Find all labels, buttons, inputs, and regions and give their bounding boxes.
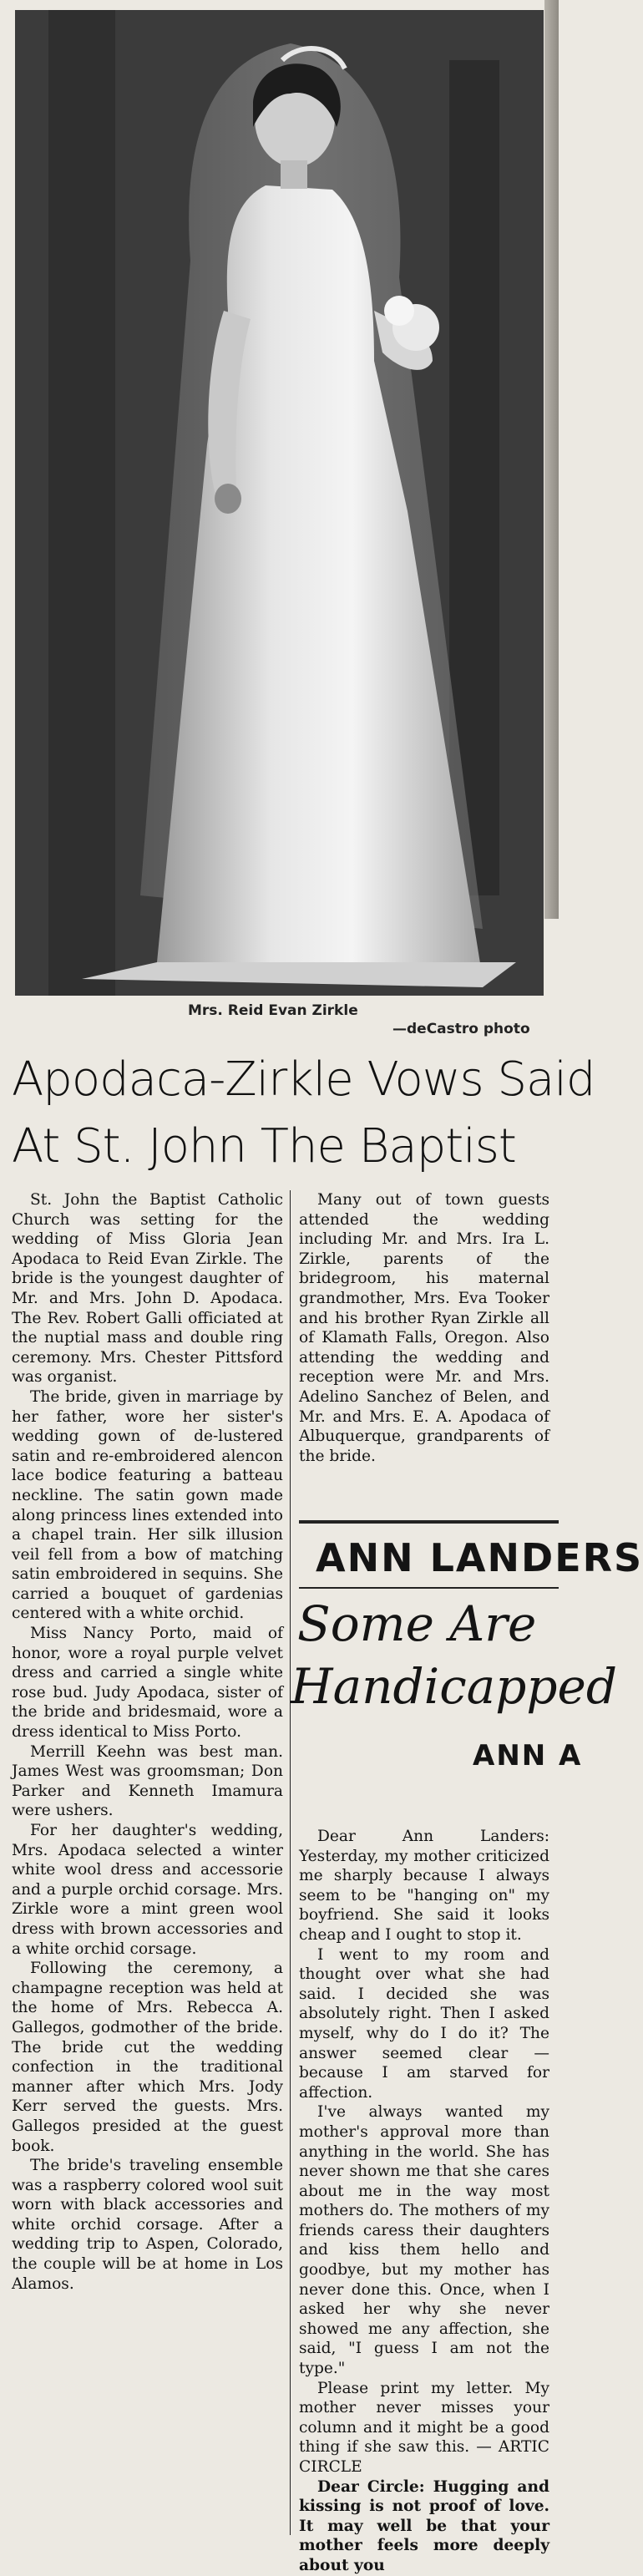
column-heading-rule <box>299 1587 559 1589</box>
ann-landers-heading: ANN LANDERS <box>316 1535 643 1580</box>
article-column-2 <box>299 1190 549 1466</box>
headline-line-2: At St. John The Baptist <box>12 1119 516 1174</box>
article-column-1 <box>12 1190 283 2294</box>
bride-photo <box>15 10 544 996</box>
advice-subhead-line-2: Handicapped <box>291 1658 617 1715</box>
advice-byline: ANN A <box>473 1739 583 1772</box>
advice-paragraph: Dear Ann Landers: Yesterday, my mother criticized me sharply because I always seem to be "hanging on" my boyfriend. She said it looks cheap and I ought to stop it. <box>299 1828 549 1944</box>
advice-column <box>299 1827 549 2576</box>
column-top-rule <box>299 1520 559 1524</box>
article-paragraph: The bride's traveling ensemble was a raspberry colored wool suit worn with black accessories and white orchid corsage. After a wedding trip to Aspen, Colorado, the couple will be at home in Los Alamos. <box>12 2157 283 2293</box>
column-divider <box>290 1190 291 2535</box>
advice-subhead-line-1: Some Are <box>297 1595 537 1652</box>
article-paragraph: The bride, given in marriage by her father, wore her sister's wedding gown of de-lustered satin and re-embroidered alencon lace bodice featuring a batteau neckline. The satin gown made along princess lines extended into a chapel train. Her silk illusion veil fell from a bow of matching satin embroidered in sequins. She carried a bouquet of gardenias centered with a white orchid. <box>12 1387 283 1623</box>
advice-paragraph: I've always wanted my mother's approval more than anything in the world. She has never shown me that she cares about me in the way most mothers do. The mothers of my friends caress their daughters and kiss them hello and goodbye, but my mother has never done this. Once, when I asked her why she never showed me any affection, she said, "I guess I am not the type." <box>299 2103 549 2378</box>
advice-paragraph: Please print my letter. My mother never misses your column and it might be a good thing if she saw this. — ARTIC CIRCLE <box>299 2379 549 2476</box>
photo-caption: Mrs. Reid Evan Zirkle <box>188 1002 358 1019</box>
article-paragraph: Merrill Keehn was best man. James West was groomsman; Don Parker and Kenneth Imamura were ushers. <box>12 1742 283 1820</box>
advice-reply: Dear Circle: Hugging and kissing is not proof of love. It may well be that your mother feels more deeply about you <box>299 2477 549 2574</box>
headline-line-1: Apodaca-Zirkle Vows Said <box>12 1052 595 1107</box>
article-paragraph: St. John the Baptist Catholic Church was setting for the wedding of Miss Gloria Jean Apodaca to Reid Evan Zirkle. The bride is the youngest daughter of Mr. and Mrs. John D. Apodaca. The Rev. Robert Galli officiated at the nuptial mass and double ring ceremony. Mrs. Chester Pittsford was organist. <box>12 1191 283 1387</box>
article-paragraph: Following the ceremony, a champagne reception was held at the home of Mrs. Rebecca A. Gallegos, godmother of the bride. The bride cut the wedding confection in the traditional manner after which Mrs. Jody Kerr served the guests. Mrs. Gallegos presided at the guest book. <box>12 1960 283 2155</box>
advice-paragraph: I went to my room and thought over what she had said. I decided she was absolutely right. Then I asked myself, why do I do it? The answer seemed clear — because I am starved for affection. <box>299 1945 549 2102</box>
article-paragraph: Many out of town guests attended the wedding including Mr. and Mrs. Ira L. Zirkle, parents of the bridegroom, his maternal grandmother, Mrs. Eva Tooker and his brother Ryan Zirkle all of Klamath Falls, Oregon. Also attending the wedding and reception were Mr. and Mrs. Adelino Sanchez of Belen, and Mr. and Mrs. E. A. Apodaca of Albuquerque, grandparents of the bride. <box>299 1191 549 1465</box>
bride-photo-drawing <box>15 10 544 996</box>
photo-credit: —deCastro photo <box>392 1021 530 1037</box>
page-edge-shadow <box>544 0 559 919</box>
article-paragraph: For her daughter's wedding, Mrs. Apodaca selected a winter white wool dress and accessorie and a purple orchid corsage. Mrs. Zirkle wore a mint green wool dress with brown accessories and a white orchid corsage. <box>12 1822 283 1958</box>
article-paragraph: Miss Nancy Porto, maid of honor, wore a royal purple velvet dress and carried a single white rose bud. Judy Apodaca, sister of the bride and bridesmaid, wore a dress identical to Miss Porto. <box>12 1625 283 1742</box>
